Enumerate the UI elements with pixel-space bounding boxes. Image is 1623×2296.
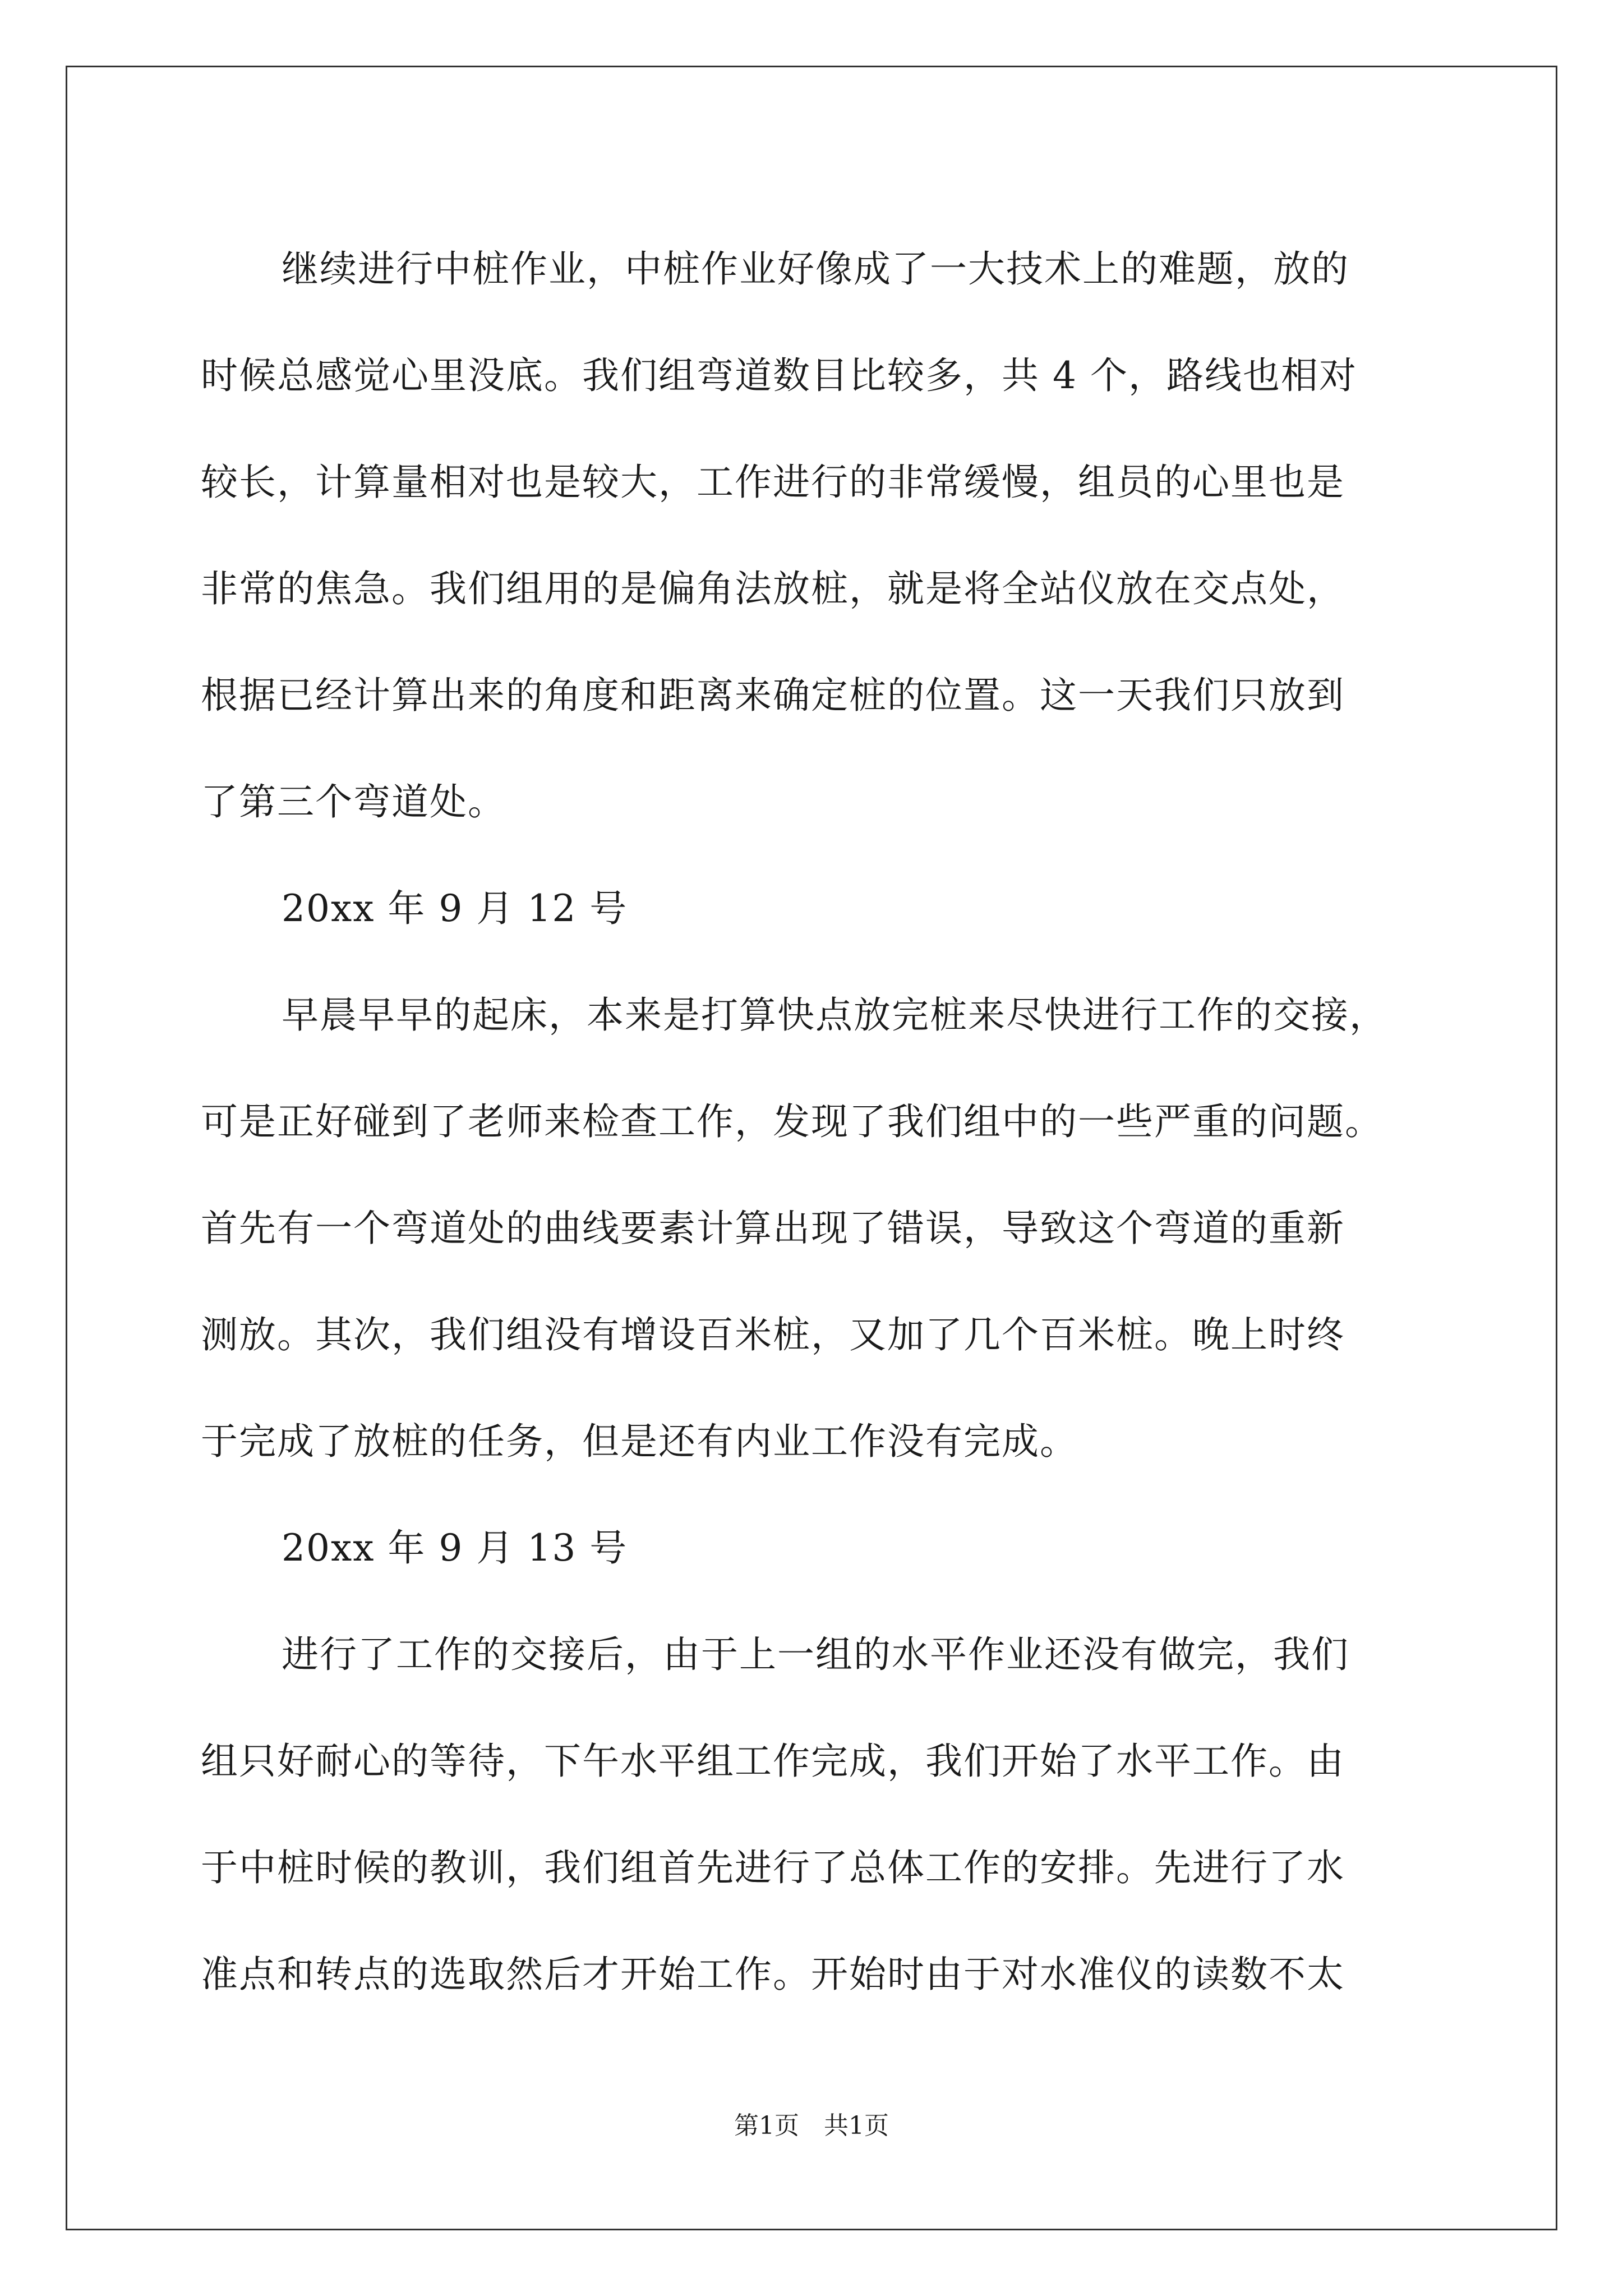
text-line: 了第三个弯道处。 [201,780,506,823]
paragraph-stake-work [201,216,1446,855]
date-heading-sep-13 [201,1495,1446,1602]
text-line: 可是正好碰到了老师来检查工作，发现了我们组中的一些严重的问题。 [201,1100,1383,1143]
date-heading-sep-12 [201,855,1446,962]
text-line: 早晨早早的起床，本来是打算快点放完桩来尽快进行工作的交接， [282,993,1387,1037]
text-line: 于完成了放桩的任务，但是还有内业工作没有完成。 [201,1420,1078,1463]
date-line: 20xx 年 9 月 13 号 [282,1526,628,1570]
paragraph-leveling [201,1602,1446,2028]
document-body [201,216,1446,2028]
text-line: 准点和转点的选取然后才开始工作。开始时由于对水准仪的读数不太 [201,1953,1345,1996]
text-line: 根据已经计算出来的角度和距离来确定桩的位置。这一天我们只放到 [201,674,1345,717]
text-line: 继续进行中桩作业，中桩作业好像成了一大技术上的难题，放的 [282,247,1349,291]
text-line: 时候总感觉心里没底。我们组弯道数目比较多，共 4 个，路线也相对 [201,354,1357,397]
paragraph-inspection [201,962,1446,1495]
date-line: 20xx 年 9 月 12 号 [282,887,628,930]
text-line: 非常的焦急。我们组用的是偏角法放桩，就是将全站仪放在交点处， [201,567,1345,610]
text-line: 组只好耐心的等待，下午水平组工作完成，我们开始了水平工作。由 [201,1740,1345,1783]
page-number-footer: 第1页 共1页 [734,2111,889,2140]
text-line: 较长，计算量相对也是较大，工作进行的非常缓慢，组员的心里也是 [201,461,1345,504]
text-line: 首先有一个弯道处的曲线要素计算出现了错误，导致这个弯道的重新 [201,1207,1345,1250]
text-line: 于中桩时候的教训，我们组首先进行了总体工作的安排。先进行了水 [201,1846,1345,1889]
text-line: 测放。其次，我们组没有增设百米桩，又加了几个百米桩。晚上时终 [201,1313,1345,1356]
text-line: 进行了工作的交接后，由于上一组的水平作业还没有做完，我们 [282,1633,1349,1676]
